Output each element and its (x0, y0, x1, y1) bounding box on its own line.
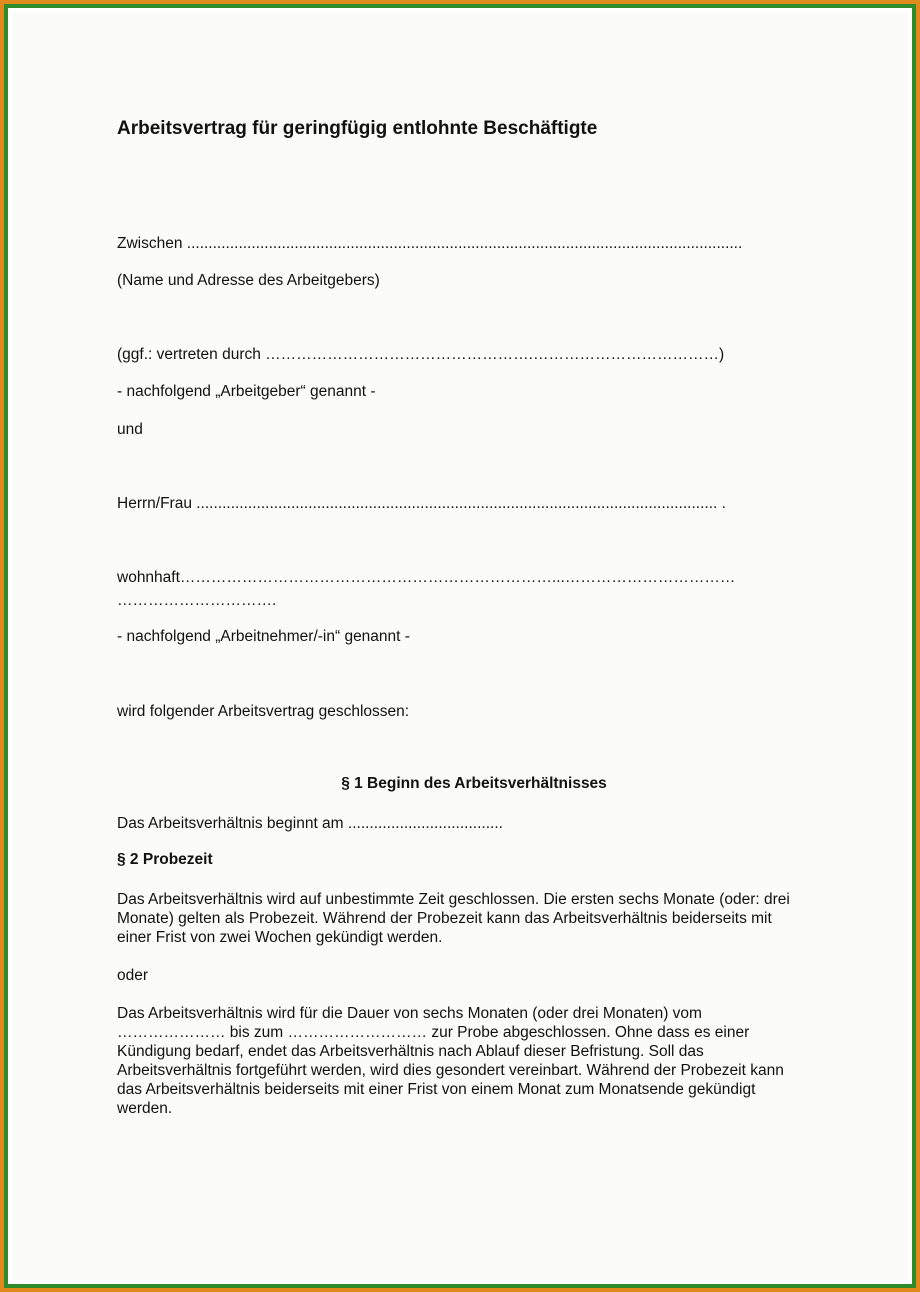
arbeitgeber-genannt: - nachfolgend „Arbeitgeber“ genannt - (117, 383, 376, 400)
herrn-frau-line: Herrn/Frau ......................................................................................................................... . (117, 495, 726, 512)
section1-text: Das Arbeitsverhältnis beginnt am .................................... (117, 815, 503, 832)
wohnhaft-line-2: …………………………. (117, 592, 277, 609)
intro-text: wird folgender Arbeitsvertrag geschlossen: (117, 703, 410, 720)
zwischen-line: Zwischen ................................................................................................................................. (117, 235, 743, 252)
vertreten-line: (ggf.: vertreten durch …………………………………………….………………………………) (117, 346, 725, 363)
wohnhaft-line-1: wohnhaft………………………………………………………………...…………………………… (117, 569, 736, 586)
section2-paragraph-1: Das Arbeitsverhältnis wird auf unbestimmte Zeit geschlossen. Die ersten sechs Monate (oder: drei Monate) gelten als Probezeit. Während der Probezeit kann das Arbeitsverhältnis beiderseits mit einer Frist von zwei Wochen gekündigt werden. (117, 891, 790, 946)
oder-text: oder (117, 967, 149, 984)
arbeitgeber-name-label: (Name und Adresse des Arbeitgebers) (117, 272, 380, 289)
arbeitnehmer-genannt: - nachfolgend „Arbeitnehmer/-in“ genannt - (117, 628, 410, 645)
section2-heading: § 2 Probezeit (117, 851, 213, 868)
section2-paragraph-2: Das Arbeitsverhältnis wird für die Dauer von sechs Monaten (oder drei Monaten) vom ………………… bis zum ……………………… zur Probe abgeschlossen. Ohne dass es einer Kündigung bedarf, endet das Arbeitsverhältnis nach Ablauf dieser Befristung. Soll das Arbeitsverhältnis fortgeführt werden, wird dies gesondert vereinbart. Während der Probezeit kann das Arbeitsverhältnis beiderseits mit einer Frist von einem Monat zum Monatsende gekündigt werden. (117, 1005, 784, 1117)
und-text: und (117, 421, 143, 438)
document-title: Arbeitsvertrag für geringfügig entlohnte Beschäftigte (117, 118, 598, 139)
section1-heading: § 1 Beginn des Arbeitsverhältnisses (341, 775, 607, 792)
